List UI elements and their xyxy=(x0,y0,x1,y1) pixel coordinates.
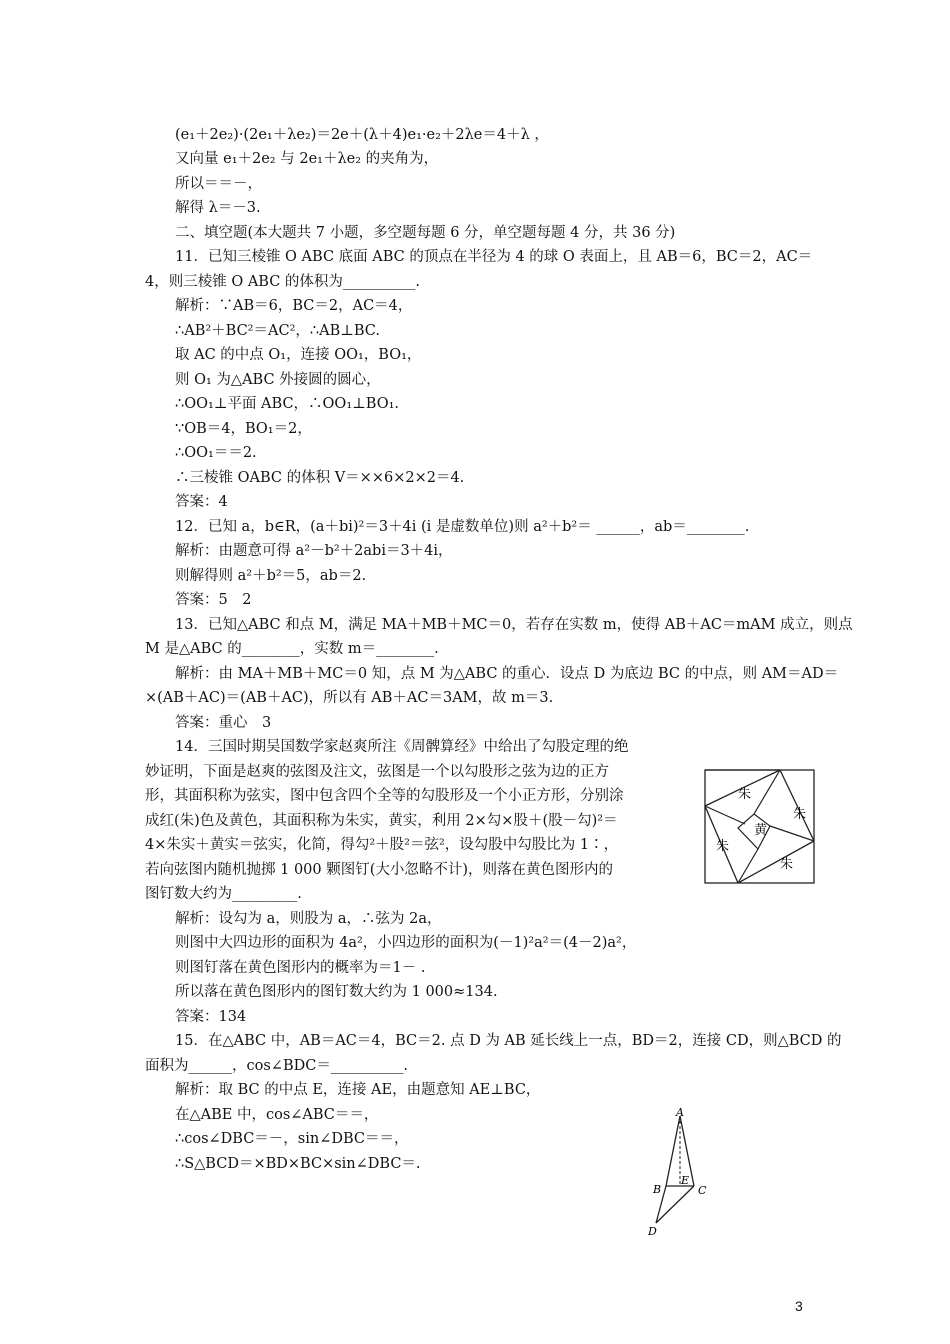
text-line: 解得 λ＝－3. xyxy=(175,200,261,216)
text-line: 解析：∵AB＝6，BC＝2，AC＝4， xyxy=(175,298,413,314)
text-line: 又向量 e₁＋2e₂ 与 2e₁＋λe₂ 的夹角为， xyxy=(175,151,439,167)
text-line: ∴S△BCD＝×BD×BC×sin∠DBC＝. xyxy=(175,1156,421,1172)
text-line: 则图中大四边形的面积为 4a²，小四边形的面积为(－1)²a²＝(4－2)a²， xyxy=(175,935,637,951)
vertex-e-label: E xyxy=(681,1174,690,1187)
vertex-b-label: B xyxy=(653,1183,662,1196)
page-number: 3 xyxy=(795,1298,803,1314)
text-line: 4，则三棱锥 O ABC 的体积为__________. xyxy=(145,274,421,290)
huang-label: 黄 xyxy=(754,823,768,838)
text-line: ×(AB＋AC)＝(AB＋AC)，所以有 AB＋AC＝3AM，故 m＝3. xyxy=(145,690,554,706)
question-14: 14．三国时期吴国数学家赵爽所注《周髀算经》中给出了勾股定理的绝 xyxy=(175,739,629,755)
text-line: 则 O₁ 为△ABC 外接圆的圆心， xyxy=(175,372,381,388)
question-11: 11．已知三棱锥 O ABC 底面 ABC 的顶点在半径为 4 的球 O 表面上，且 AB＝6，BC＝2，AC＝ xyxy=(175,249,813,265)
text-line: ∴OO₁＝＝2. xyxy=(175,445,257,461)
text-line: 解析：由题意可得 a²－b²＋2abi＝3＋4i， xyxy=(175,543,453,559)
zhu-label-left: 朱 xyxy=(716,839,730,854)
text-line: ∴三棱锥 OABC 的体积 V＝××6×2×2＝4. xyxy=(175,470,465,486)
text-line: ∴cos∠DBC＝－，sin∠DBC＝＝， xyxy=(175,1131,409,1147)
text-line: 解析：设勾为 a，则股为 a，∴弦为 2a， xyxy=(175,911,442,927)
question-15: 15．在△ABC 中，AB＝AC＝4，BC＝2. 点 D 为 AB 延长线上一点，BD＝2，连接 CD，则△BCD 的 xyxy=(175,1033,842,1049)
answer-line: 答案：重心 3 xyxy=(175,715,272,731)
text-line: 4×朱实＋黄实＝弦实，化简，得勾²＋股²＝弦²，设勾股中勾股比为 1∶， xyxy=(145,837,619,853)
text-line: 成红(朱)色及黄色，其面积称为朱实，黄实，利用 2×勾×股＋(股－勾)²＝ xyxy=(145,813,618,829)
zhu-label-bottom: 朱 xyxy=(780,857,794,872)
text-line: 所以＝＝－， xyxy=(175,176,262,192)
text-line: 面积为______，cos∠BDC＝__________. xyxy=(145,1058,408,1074)
text-line: 解析：由 MA＋MB＋MC＝0 知，点 M 为△ABC 的重心．设点 D 为底边 BC 的中点，则 AM＝AD＝ xyxy=(175,666,839,682)
text-line: 图钉数大约为_________. xyxy=(145,886,302,902)
text-line: 则图钉落在黄色图形内的概率为＝1－ . xyxy=(175,960,426,976)
zhu-label-right: 朱 xyxy=(793,807,807,822)
answer-line: 答案：5 2 xyxy=(175,592,252,608)
vertex-c-label: C xyxy=(698,1184,707,1197)
text-line: 形，其面积称为弦实，图中包含四个全等的勾股形及一个小正方形，分别涂 xyxy=(145,788,624,804)
section-heading: 二、填空题(本大题共 7 小题，多空题每题 6 分，单空题每题 4 分，共 36 分) xyxy=(175,225,676,241)
text-line: 取 AC 的中点 O₁，连接 OO₁，BO₁， xyxy=(175,347,422,363)
zhu-label-top: 朱 xyxy=(738,787,752,802)
vertex-a-label: A xyxy=(676,1108,684,1119)
question-13: 13．已知△ABC 和点 M，满足 MA＋MB＋MC＝0，若存在实数 m，使得 AB＋AC＝mAM 成立，则点 xyxy=(175,617,853,633)
text-line: (e₁＋2e₂)·(2e₁＋λe₂)＝2e＋(λ＋4)e₁·e₂＋2λe＝4＋λ ， xyxy=(175,127,549,143)
answer-line: 答案：4 xyxy=(175,494,228,510)
text-line: ∴AB²＋BC²＝AC²，∴AB⊥BC. xyxy=(175,323,380,339)
text-line: 若向弦图内随机抛掷 1 000 颗图钉(大小忽略不计)，则落在黄色图形内的 xyxy=(145,862,614,878)
vertex-d-label: D xyxy=(648,1225,657,1238)
answer-line: 答案：134 xyxy=(175,1009,247,1025)
triangle-bcd-figure xyxy=(640,1108,720,1240)
text-line: ∴OO₁⊥平面 ABC，∴OO₁⊥BO₁. xyxy=(175,396,400,412)
zhao-shuang-string-diagram xyxy=(700,766,820,888)
text-line: 在△ABE 中，cos∠ABC＝＝， xyxy=(175,1107,379,1123)
text-line: M 是△ABC 的________，实数 m＝________. xyxy=(145,641,439,657)
question-12: 12．已知 a，b∈R，(a＋bi)²＝3＋4i (i 是虚数单位)则 a²＋b²＝ ______，ab＝________. xyxy=(175,519,750,535)
text-line: 妙证明，下面是赵爽的弦图及注文，弦图是一个以勾股形之弦为边的正方 xyxy=(145,764,609,780)
text-line: 解析：取 BC 的中点 E，连接 AE，由题意知 AE⊥BC， xyxy=(175,1082,541,1098)
text-line: 则解得则 a²＋b²＝5，ab＝2. xyxy=(175,568,367,584)
text-line: 所以落在黄色图形内的图钉数大约为 1 000≈134. xyxy=(175,984,498,1000)
text-line: ∵OB＝4，BO₁＝2， xyxy=(175,421,312,437)
